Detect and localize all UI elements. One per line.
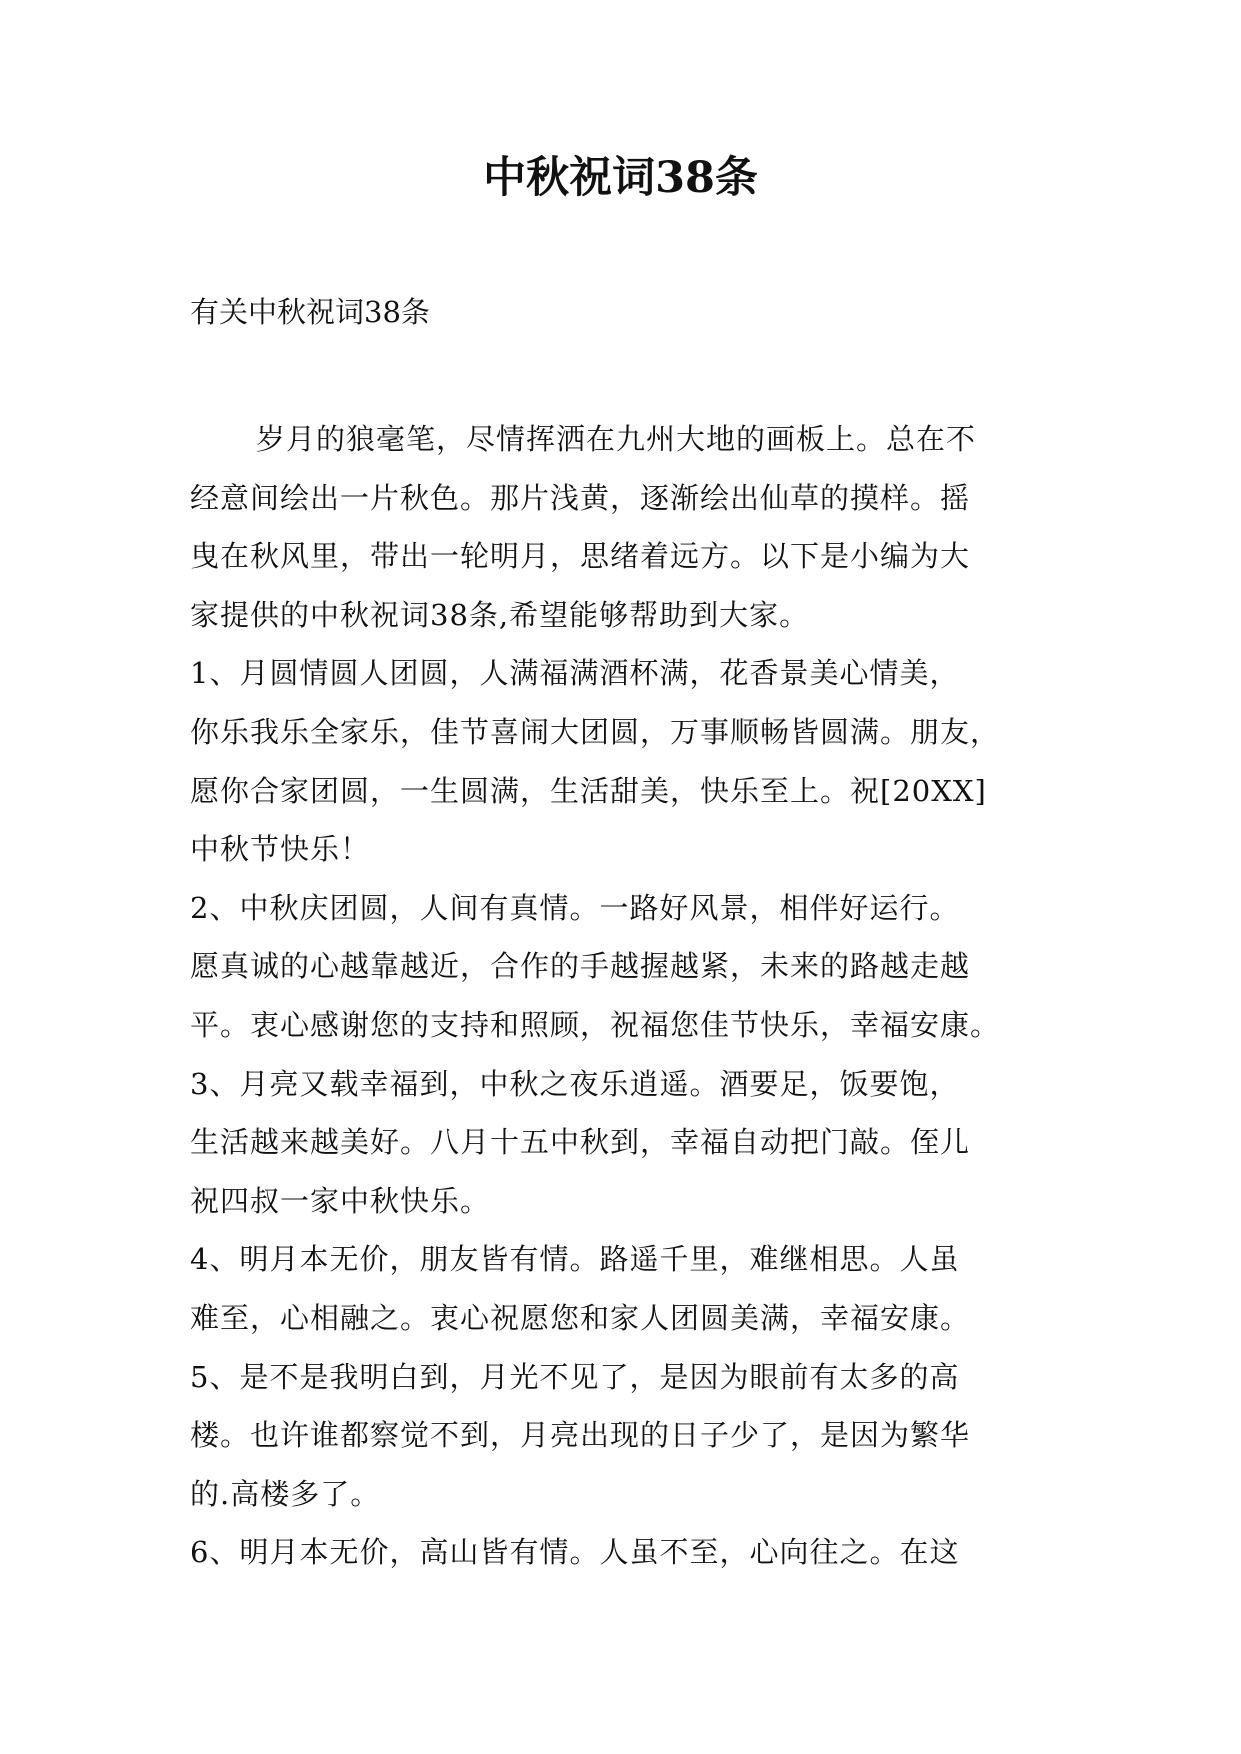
text-line: 愿真诚的心越靠越近，合作的手越握越紧，未来的路越走越 [190, 949, 971, 984]
text-line: 1、月圆情圆人团圆，人满福满酒杯满，花香景美心情美， [190, 656, 960, 691]
text-line: 2、中秋庆团圆，人间有真情。一路好风景，相伴好运行。 [190, 890, 960, 925]
text-line: 楼。也许谁都察觉不到，月亮出现的日子少了，是因为繁华 [190, 1418, 971, 1453]
text-line: 经意间绘出一片秋色。那片浅黄，逐渐绘出仙草的摸样。摇 [190, 480, 971, 515]
text-line: 生活越来越美好。八月十五中秋到，幸福自动把门敲。侄儿 [190, 1125, 971, 1160]
text-line: 中秋节快乐！ [190, 832, 371, 867]
text-line: 祝四叔一家中秋快乐。 [190, 1183, 491, 1218]
text-line: 4、明月本无价，朋友皆有情。路遥千里，难继相思。人虽 [190, 1242, 960, 1277]
text-line: 家提供的中秋祝词38条,希望能够帮助到大家。 [190, 597, 810, 632]
text-line: 5、是不是我明白到，月光不见了，是因为眼前有太多的高 [190, 1359, 960, 1394]
text-line: 岁月的狼毫笔，尽情挥洒在九州大地的画板上。总在不 [256, 422, 977, 456]
text-line: 6、明月本无价，高山皆有情。人虽不至，心向往之。在这 [190, 1535, 960, 1570]
text-line: 3、月亮又载幸福到，中秋之夜乐逍遥。酒要足，饭要饱， [190, 1066, 960, 1101]
text-line: 平。衷心感谢您的支持和照顾，祝福您佳节快乐，幸福安康。 [190, 1007, 1001, 1042]
text-line: 愿你合家团圆，一生圆满，生活甜美，快乐至上。祝[20XX] [190, 773, 987, 808]
text-line: 曳在秋风里，带出一轮明月，思绪着远方。以下是小编为大 [190, 539, 971, 574]
text-line: 的.高楼多了。 [190, 1476, 381, 1511]
text-line: 你乐我乐全家乐，佳节喜闹大团圆，万事顺畅皆圆满。朋友， [190, 714, 1001, 749]
text-line: 难至，心相融之。衷心祝愿您和家人团圆美满，幸福安康。 [190, 1300, 971, 1335]
page-title: 中秋祝词38条 [483, 153, 758, 203]
body-text [190, 410, 1090, 1582]
subtitle: 有关中秋祝词38条 [190, 295, 430, 329]
